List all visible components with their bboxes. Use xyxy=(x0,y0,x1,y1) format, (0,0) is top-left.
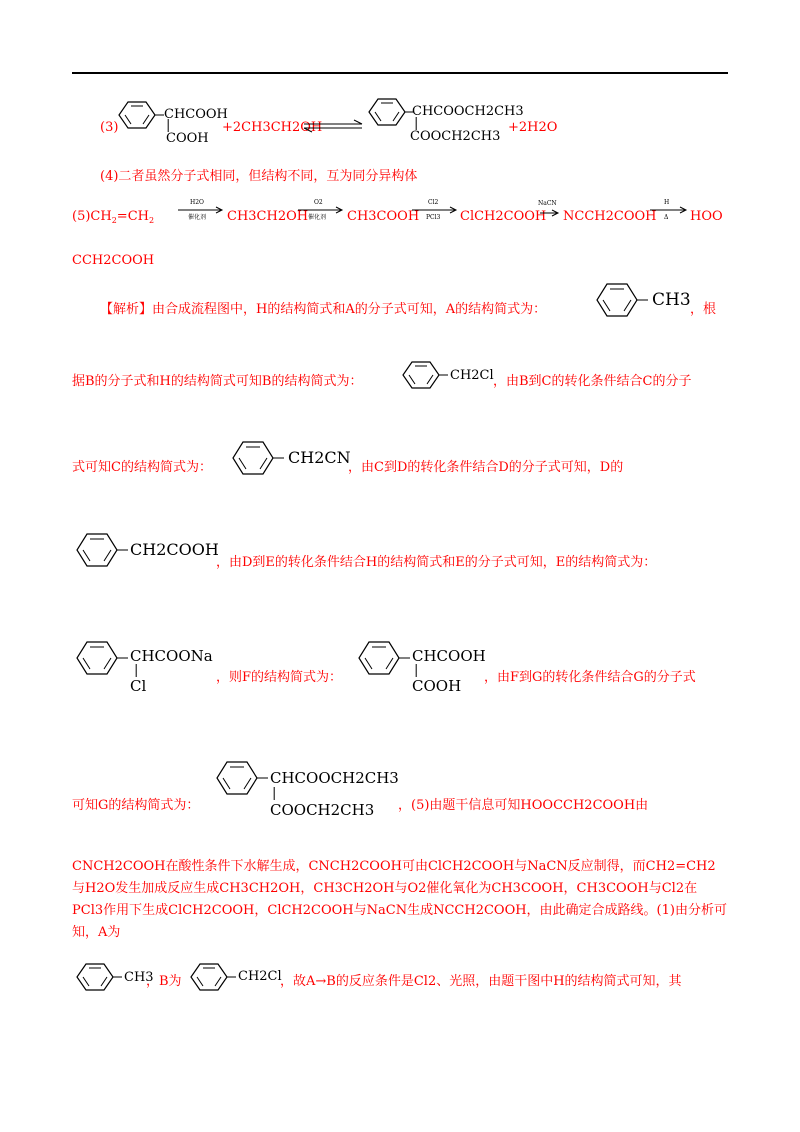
route5-s5b: CCH2COOH xyxy=(72,253,155,268)
struct-B: CH2Cl xyxy=(450,368,494,383)
benzene-ring-icon xyxy=(76,962,116,992)
route5-s2: CH3COOH xyxy=(347,209,420,224)
analysis-tag: 【解析】 xyxy=(100,302,153,317)
struct-G-bot: COOCH2CH3 xyxy=(270,801,375,819)
benzene-ring-icon xyxy=(216,760,262,796)
svg-text:H: H xyxy=(664,199,670,206)
eq3-reagent: +2CH3CH2OH xyxy=(222,120,323,135)
benzene-ring-icon xyxy=(76,532,122,568)
line-4: (4)二者虽然分子式相同，但结构不同，互为同分异构体 xyxy=(100,169,418,184)
struct-A: CH3 xyxy=(652,290,691,310)
eq3-p1-bot: COOCH2CH3 xyxy=(410,129,501,144)
struct-E-bot: Cl xyxy=(130,677,147,695)
struct-F-top: CHCOOH xyxy=(412,647,486,665)
struct-G-bond: | xyxy=(272,786,277,801)
struct-E-top: CHCOONa xyxy=(130,647,213,665)
eq3-bond: | xyxy=(166,118,171,133)
struct-D: CH2COOH xyxy=(130,540,219,559)
eq3-bond2: | xyxy=(414,116,419,131)
header-rule xyxy=(72,72,728,74)
analysis-paragraph: CNCH2COOH在酸性条件下水解生成，CNCH2COOH可由ClCH2COOH与NaCN反应制得，而CH2=CH2与H2O发生加成反应生成CH3CH2OH，CH3CH2OH与O2催化氧化为CH3COOH，CH3COOH与Cl2在PCl3作用下生成ClCH2COOH，ClCH2COOH与NaCN生成NCCH2COOH，由此确定合成路线。(1)由分析可知，A为 xyxy=(72,859,727,940)
struct-A2: CH3 xyxy=(124,970,154,985)
equilibrium-arrow-icon xyxy=(302,120,364,132)
svg-text:PCl3: PCl3 xyxy=(426,214,441,221)
eq3-r1-bot: COOH xyxy=(166,131,209,146)
reaction-arrow-icon xyxy=(176,198,226,224)
eq3-tail: +2H2O xyxy=(508,120,558,135)
analysis-t6: 可知G的结构简式为： xyxy=(72,798,200,813)
analysis-t8b: ，故A→B的反应条件是Cl2、光照，由题干图中H的结构简式可知，其 xyxy=(280,974,682,989)
benzene-ring-icon xyxy=(368,97,408,127)
analysis-t3b: ，由C到D的转化条件结合D的分子式可知，D的 xyxy=(348,460,624,475)
benzene-ring-icon xyxy=(118,100,158,130)
eq3-label: (3) xyxy=(100,120,119,135)
struct-E-bond: | xyxy=(134,663,139,678)
analysis-line1: 【解析】由合成流程图中，H的结构简式和A的分子式可知，A的结构简式为： xyxy=(100,302,547,317)
analysis-t8a: ，B为 xyxy=(146,974,182,989)
svg-text:O2: O2 xyxy=(314,199,323,206)
svg-text:H2O: H2O xyxy=(190,199,204,206)
benzene-ring-icon xyxy=(358,640,404,676)
benzene-ring-icon xyxy=(596,282,642,318)
svg-text:Cl2: Cl2 xyxy=(428,199,439,206)
analysis-t5c: ，由F到G的转化条件结合G的分子式 xyxy=(484,670,696,685)
eq3-p1-top: CHCOOCH2CH3 xyxy=(412,104,524,119)
analysis-t6b: ，(5)由题干信息可知HOOCCH2COOH由 xyxy=(398,798,649,813)
analysis-t4b: ，由D到E的转化条件结合H的结构简式和E的分子式可知，E的结构简式为： xyxy=(216,555,657,570)
reaction-arrow-icon xyxy=(410,198,460,224)
route5-s3: ClCH2COOH xyxy=(460,209,547,224)
eq3-r1-top: CHCOOH xyxy=(164,107,228,122)
svg-text:催化剂: 催化剂 xyxy=(308,214,327,221)
analysis-t5b: ，则F的结构简式为： xyxy=(216,670,343,685)
struct-B2: CH2Cl xyxy=(238,969,282,984)
benzene-ring-icon xyxy=(190,962,230,992)
analysis-t3: 式可知C的结构简式为： xyxy=(72,460,212,475)
reaction-arrow-icon xyxy=(296,198,346,224)
benzene-ring-icon xyxy=(76,640,122,676)
reaction-arrow-icon xyxy=(538,199,562,221)
route5-s1: CH3CH2OH xyxy=(227,209,309,224)
svg-text:Δ: Δ xyxy=(664,214,669,221)
benzene-ring-icon xyxy=(232,440,278,476)
struct-G-top: CHCOOCH2CH3 xyxy=(270,769,399,787)
analysis-t2b: ，由B到C的转化条件结合C的分子 xyxy=(493,374,692,389)
route5-s5: HOO xyxy=(690,209,723,224)
analysis-t1b: ，根 xyxy=(690,302,717,317)
route5-s4: NCCH2COOH xyxy=(563,209,657,224)
struct-F-bond: | xyxy=(414,663,419,678)
benzene-ring-icon xyxy=(402,360,442,390)
route5-start: $(5)CH_2=CH_2$ xyxy=(72,209,155,225)
svg-text:NaCN: NaCN xyxy=(538,200,557,207)
struct-C: CH2CN xyxy=(288,448,351,467)
struct-F-bot: COOH xyxy=(412,677,462,695)
reaction-arrow-icon xyxy=(648,198,690,224)
svg-text:催化剂: 催化剂 xyxy=(188,214,207,221)
analysis-t2: 据B的分子式和H的结构简式可知B的结构简式为： xyxy=(72,374,363,389)
